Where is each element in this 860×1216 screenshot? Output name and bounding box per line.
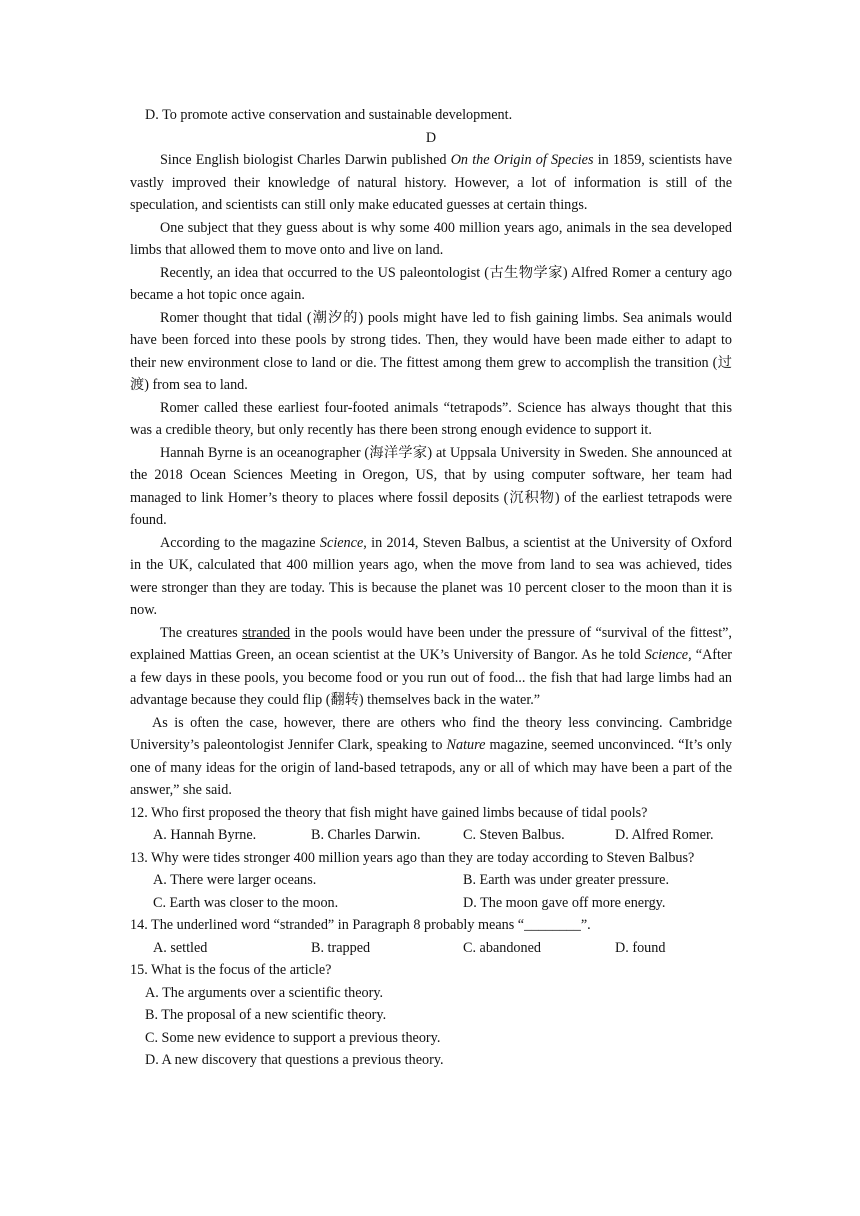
question-option[interactable]: B. Earth was under greater pressure. <box>463 872 670 888</box>
question-option[interactable]: A. settled <box>153 939 208 956</box>
question-13-stem: 13. Why were tides stronger 400 million years ago than they are today according to Steven Balbus? <box>130 849 695 866</box>
question-option[interactable]: B. trapped <box>311 939 371 956</box>
paragraph-6: Hannah Byrne is an oceanographer (海洋学家) at Uppsala University in Sweden. She announced at the 2018 Ocean Sciences Meeting in Oregon, US, that by using computer software, her team had managed to link Homer’s theory to places where fossil deposits (沉积物) of the earliest tetrapods were found. <box>130 444 732 528</box>
question-14-stem: 14. The underlined word “stranded” in Paragraph 8 probably means “________”. <box>130 917 591 933</box>
question-13-options-row-2 <box>130 892 732 915</box>
question-15-stem: 15. What is the focus of the article? <box>130 962 332 978</box>
question-option[interactable]: C. abandoned <box>463 939 542 956</box>
question-12-options <box>130 824 732 847</box>
paragraph-1: Since English biologist Charles Darwin published On the Origin of Species in 1859, scientists have vastly improved their knowledge of natural history. However, a lot of information is still of the speculation, and scientists can still only make educated guesses at certain things. <box>130 152 733 213</box>
question-option[interactable]: A. Hannah Byrne. <box>153 827 257 843</box>
paragraph-3: Recently, an idea that occurred to the US paleontologist (古生物学家) Alfred Romer a century ago became a hot topic once again. <box>130 264 732 303</box>
previous-question-option-d: D. To promote active conservation and sustainable development. <box>145 107 513 123</box>
paragraph-9: As is often the case, however, there are others who find the theory less convincing. Cambridge University’s paleontologist Jennifer Clark, speaking to Nature magazine, seemed unconvinced. “It’s only one of many ideas for the origin of land-based tetrapods, any or all of which may have been a part of the answer,” she said. <box>130 714 732 798</box>
question-option[interactable]: D. found <box>615 939 666 956</box>
underlined-word: stranded <box>242 624 291 641</box>
question-option[interactable]: B. Charles Darwin. <box>311 827 421 843</box>
paragraph-8: The creatures stranded in the pools would have been under the pressure of “survival of the fittest”, explained Mattias Green, an ocean scientist at the UK’s University of Bangor. As he told Science, “After a few days in these pools, you become food or you run out of food... the fish that had large limbs had an advantage because they could flip (翻转) themselves back in the water.” <box>130 624 732 708</box>
question-option[interactable]: C. Steven Balbus. <box>463 827 565 843</box>
document-page <box>130 104 732 1072</box>
question-option[interactable]: D. A new discovery that questions a previous theory. <box>145 1052 444 1068</box>
paragraph-4: Romer thought that tidal (潮汐的) pools might have led to fish gaining limbs. Sea animals would have been forced into these pools by strong tides. Then, they would have been made either to adapt to their new environment close to land or die. The fittest among them grew to accomplish the transition (过渡) from sea to land. <box>130 309 732 393</box>
paragraph-2: One subject that they guess about is why some 400 million years ago, animals in the sea developed limbs that allowed them to move onto and live on land. <box>130 219 732 258</box>
question-option[interactable]: C. Earth was closer to the moon. <box>153 894 339 911</box>
paragraph-5: Romer called these earliest four-footed animals “tetrapods”. Science has always thought that this was a credible theory, but only recently has there been strong enough evidence to support it. <box>130 399 732 438</box>
question-14-options <box>130 937 732 960</box>
question-option[interactable]: A. There were larger oceans. <box>153 872 317 888</box>
section-heading: D <box>425 129 437 146</box>
question-13-options-row-1 <box>130 869 732 892</box>
question-option[interactable]: B. The proposal of a new scientific theory. <box>145 1007 387 1023</box>
question-option[interactable]: C. Some new evidence to support a previous theory. <box>145 1029 441 1046</box>
question-option[interactable]: A. The arguments over a scientific theory. <box>145 984 384 1001</box>
paragraph-7: According to the magazine Science, in 2014, Steven Balbus, a scientist at the University of Oxford in the UK, calculated that 400 million years ago, when the move from land to sea was achieved, tides were stronger than they are today. This is because the planet was 10 percent closer to the moon than it is now. <box>130 534 732 618</box>
question-option[interactable]: D. Alfred Romer. <box>615 827 714 843</box>
question-option[interactable]: D. The moon gave off more energy. <box>463 894 666 911</box>
question-12-stem: 12. Who first proposed the theory that fish might have gained limbs because of tidal pools? <box>130 804 648 821</box>
